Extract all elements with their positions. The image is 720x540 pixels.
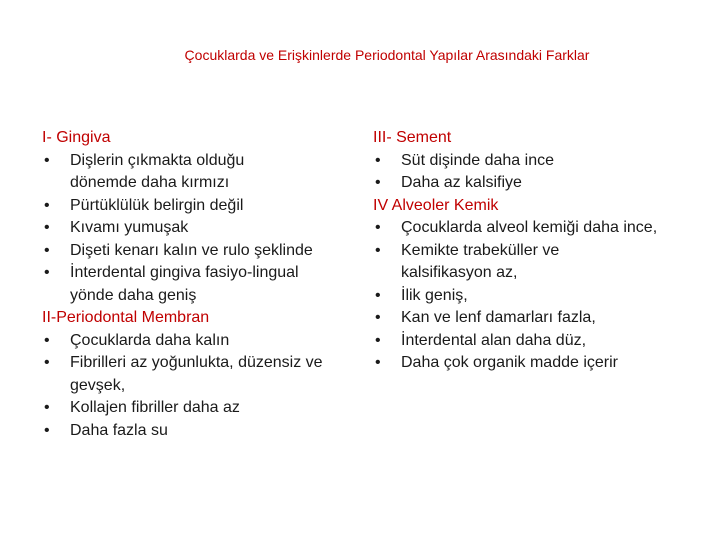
page-title: Çocuklarda ve Erişkinlerde Periodontal Yapılar Arasındaki Farklar: [184, 47, 590, 63]
list-item: • Kan ve lenf damarları fazla,: [373, 307, 673, 330]
list-item: • Süt dişinde daha ince: [373, 150, 673, 173]
gingiva-list: [42, 150, 342, 308]
list-item: • Kıvamı yumuşak: [42, 217, 342, 240]
section-heading-periodontal-membran: II-Periodontal Membran: [42, 309, 210, 326]
list-item: • Çocuklarda daha kalın: [42, 330, 342, 353]
list-item: • İnterdental gingiva fasiyo-lingual yönde daha geniş: [42, 262, 345, 307]
list-item: • İlik geniş,: [373, 285, 673, 308]
list-item: • Daha çok organik madde içerir: [373, 352, 673, 375]
section-heading-alveoler-kemik: IV Alveoler Kemik: [373, 196, 499, 214]
section-heading-gingiva: I- Gingiva: [42, 129, 111, 146]
periodontal-membran-list: [42, 330, 342, 443]
list-item: • Çocuklarda alveol kemiği daha ince,: [373, 217, 676, 240]
list-item: • Fibrilleri az yoğunlukta, düzensiz ve gevşek,: [42, 352, 345, 397]
list-item: • Dişeti kenarı kalın ve rulo şeklinde: [42, 240, 342, 263]
list-item: • Dişlerin çıkmakta olduğu dönemde daha kırmızı: [42, 150, 280, 195]
alveoler-kemik-list: [373, 217, 673, 375]
list-item: • Kollajen fibriller daha az: [42, 397, 342, 420]
list-item: • İnterdental alan daha düz,: [373, 330, 673, 353]
list-item: • Daha fazla su: [42, 420, 342, 443]
list-item: • Pürtüklülük belirgin değil: [42, 195, 342, 218]
list-item: • Kemikte trabeküller ve kalsifikasyon az,: [373, 240, 631, 285]
list-item: • Daha az kalsifiye: [373, 172, 673, 195]
right-column: [373, 127, 673, 375]
left-column: [42, 127, 342, 442]
section-heading-sement: III- Sement: [373, 129, 452, 146]
sement-list: [373, 150, 673, 195]
